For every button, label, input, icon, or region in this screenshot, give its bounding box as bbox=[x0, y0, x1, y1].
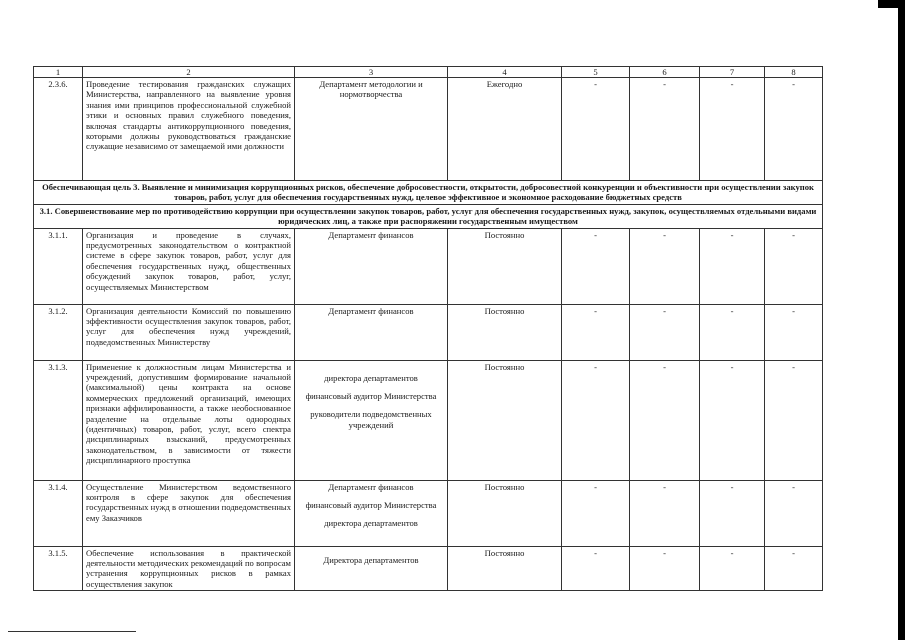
column-header: 1 bbox=[34, 67, 83, 78]
table-row bbox=[34, 360, 823, 480]
column-header: 3 bbox=[295, 67, 448, 78]
measures-table bbox=[33, 66, 823, 591]
item-deadline: Постоянно bbox=[448, 304, 562, 360]
footnote-rule bbox=[8, 631, 136, 632]
responsible-line: директора департаментов bbox=[324, 372, 418, 383]
item-number: 3.1.2. bbox=[34, 304, 83, 360]
table-row bbox=[34, 304, 823, 360]
cell-5: - bbox=[562, 360, 630, 480]
table-row bbox=[34, 480, 823, 546]
item-responsible bbox=[295, 304, 448, 360]
cell-6: - bbox=[630, 546, 700, 591]
cell-8: - bbox=[765, 360, 823, 480]
cell-6: - bbox=[630, 228, 700, 304]
item-number: 3.1.3. bbox=[34, 360, 83, 480]
item-description: Обеспечение использования в практической деятельности методических рекомендаций по вопросам устранения коррупционных рисков в рамках осуществления закупок bbox=[83, 546, 295, 591]
item-deadline: Постоянно bbox=[448, 360, 562, 480]
item-responsible bbox=[295, 546, 448, 591]
goal-heading: Обеспечивающая цель 3. Выявление и минимизация коррупционных рисков, обеспечение добросовестности, открытости, добросовестной конкуренции и объективности при осуществлении закупок товаров, работ, услуг для обеспечения государственных нужд, целевое эффективное и экономное расходование бюджетных средств bbox=[34, 181, 823, 205]
scan-edge-right bbox=[898, 0, 905, 640]
cell-6: - bbox=[630, 480, 700, 546]
cell-7: - bbox=[700, 546, 765, 591]
item-number: 3.1.1. bbox=[34, 228, 83, 304]
cell-7: - bbox=[700, 304, 765, 360]
item-description: Применение к должностным лицам Министерства и учреждений, допустившим формирование начальной (максимальной) цены контракта на основе коммерческих предложений организаций, имеющих признаки аффилированности, а также необоснованное разделение на отдельные лоты однородных (идентичных) товаров, работ, услуг, всего спектра дисциплинарных взысканий, предусмотренных законодательством, в зависимости от тяжести дисциплинарного проступка bbox=[83, 360, 295, 480]
cell-8: - bbox=[765, 304, 823, 360]
table-row bbox=[34, 546, 823, 591]
cell-8: - bbox=[765, 546, 823, 591]
item-description: Осуществление Министерством ведомственного контроля в сфере закупок для обеспечения государственных нужд в отношении подведомственных ему Заказчиков bbox=[83, 480, 295, 546]
table-row bbox=[34, 228, 823, 304]
cell-7: - bbox=[700, 360, 765, 480]
item-number: 3.1.4. bbox=[34, 480, 83, 546]
cell-5: - bbox=[562, 78, 630, 181]
cell-6: - bbox=[630, 360, 700, 480]
column-header: 8 bbox=[765, 67, 823, 78]
cell-5: - bbox=[562, 304, 630, 360]
responsible-line: руководители подведомственных учреждений bbox=[310, 409, 432, 430]
responsible-line: Департамент финансов bbox=[328, 305, 414, 316]
goal-row bbox=[34, 181, 823, 205]
item-deadline: Ежегодно bbox=[448, 78, 562, 181]
item-description: Организация деятельности Комиссий по повышению эффективности осуществления закупок товаров, работ, услуг для обеспечения нужд учреждений, подведомственных Министерству bbox=[83, 304, 295, 360]
cell-7: - bbox=[700, 480, 765, 546]
item-number: 3.1.5. bbox=[34, 546, 83, 591]
item-number: 2.3.6. bbox=[34, 78, 83, 181]
scan-edge-top bbox=[878, 0, 898, 8]
task-row bbox=[34, 204, 823, 228]
task-heading: 3.1. Совершенствование мер по противодействию коррупции при осуществлении закупок товаров, работ, услуг для обеспечения государственных нужд, закупок, осуществляемых отдельными видами юридических лиц, а также при распоряжении государственным имуществом bbox=[34, 204, 823, 228]
cell-6: - bbox=[630, 78, 700, 181]
cell-5: - bbox=[562, 480, 630, 546]
item-responsible bbox=[295, 480, 448, 546]
item-responsible bbox=[295, 78, 448, 181]
cell-8: - bbox=[765, 480, 823, 546]
column-header: 5 bbox=[562, 67, 630, 78]
item-deadline: Постоянно bbox=[448, 228, 562, 304]
item-responsible bbox=[295, 228, 448, 304]
responsible-line: Департамент финансов bbox=[328, 481, 414, 492]
table-row bbox=[34, 78, 823, 181]
cell-8: - bbox=[765, 228, 823, 304]
responsible-line: финансовый аудитор Министерства bbox=[305, 391, 437, 402]
cell-6: - bbox=[630, 304, 700, 360]
item-responsible bbox=[295, 360, 448, 480]
responsible-line: Департамент финансов bbox=[328, 229, 414, 240]
responsible-line: Директора департаментов bbox=[323, 554, 419, 565]
item-description: Проведение тестирования гражданских служащих Министерства, направленного на выявление уровня знания ими принципов профессиональной служебной этики и основных правил служебного поведения, включая стандарты антикоррупционного поведения, которыми должны руководствоваться гражданские служащие независимо от замещаемой ими должности bbox=[83, 78, 295, 181]
cell-7: - bbox=[700, 228, 765, 304]
cell-7: - bbox=[700, 78, 765, 181]
column-header: 4 bbox=[448, 67, 562, 78]
item-description: Организация и проведение в случаях, предусмотренных законодательством о контрактной системе в сфере закупок товаров, работ, услуг для обеспечения государственных нужд, общественных обсуждений закупок товаров, работ, услуг, осуществляемых Министерством bbox=[83, 228, 295, 304]
item-deadline: Постоянно bbox=[448, 480, 562, 546]
column-header: 7 bbox=[700, 67, 765, 78]
responsible-line: директора департаментов bbox=[324, 518, 418, 529]
responsible-line: Департамент методологии и нормотворчества bbox=[319, 79, 423, 100]
responsible-line: финансовый аудитор Министерства bbox=[305, 500, 437, 511]
item-deadline: Постоянно bbox=[448, 546, 562, 591]
cell-5: - bbox=[562, 546, 630, 591]
cell-8: - bbox=[765, 78, 823, 181]
column-header: 2 bbox=[83, 67, 295, 78]
column-header: 6 bbox=[630, 67, 700, 78]
cell-5: - bbox=[562, 228, 630, 304]
column-number-row bbox=[34, 67, 823, 78]
